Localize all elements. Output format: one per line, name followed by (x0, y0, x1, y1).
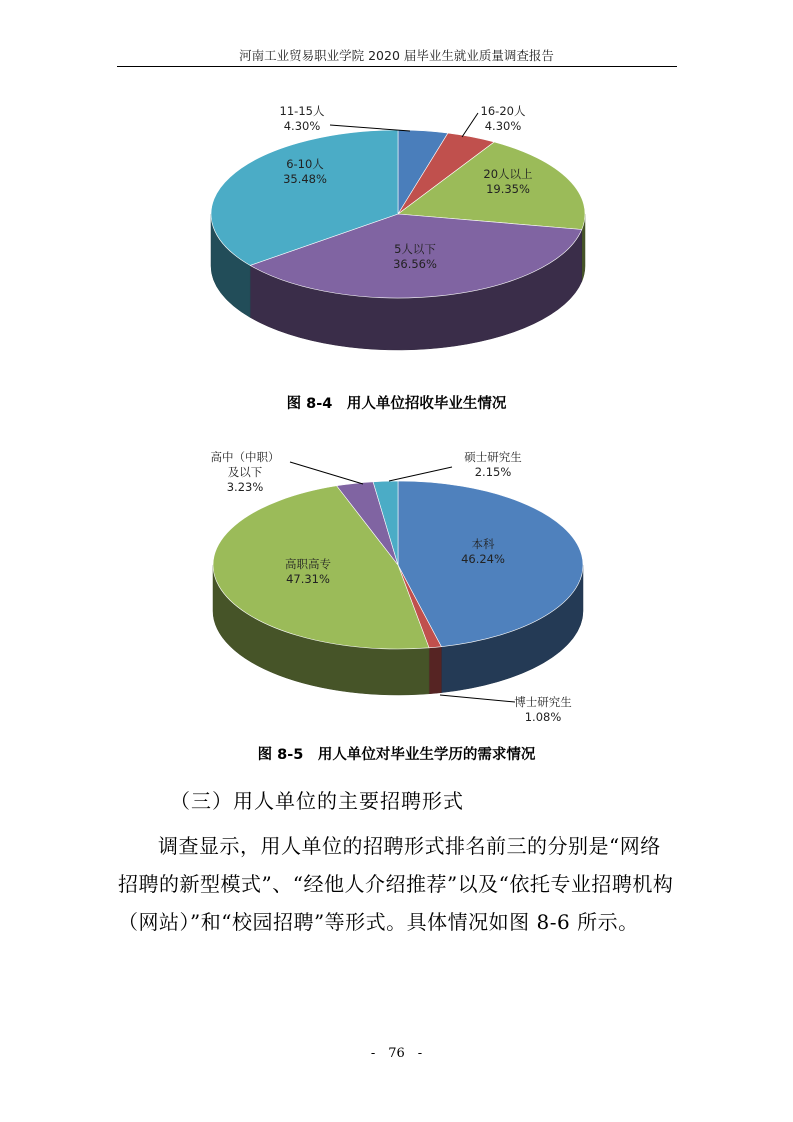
pie1-label-1: 16-20人 4.30% (480, 104, 526, 133)
pie1-label-4: 6-10人 35.48% (283, 157, 327, 186)
pie2-label-2: 高职高专 47.31% (285, 557, 331, 586)
page-header-title: 河南工业贸易职业学院 2020 届毕业生就业质量调查报告 (239, 48, 554, 63)
section-heading: （三）用人单位的主要招聘形式 (170, 789, 464, 813)
pie2-label-3: 高中（中职）及以下 3.23% (210, 450, 280, 494)
pie2-leader-3 (290, 462, 363, 484)
header-divider (117, 66, 677, 67)
pie1-label-2: 20人以上 19.35% (483, 167, 533, 196)
pie-chart-degree-demand (0, 440, 793, 740)
pie1-leader-0 (330, 125, 410, 131)
figure-caption-8-4: 图 8-4 用人单位招收毕业生情况 (286, 396, 507, 412)
figure-caption-8-5: 图 8-5 用人单位对毕业生学历的需求情况 (257, 747, 536, 763)
pie2-leader-4 (389, 467, 452, 481)
pie2-leader-1 (440, 695, 515, 702)
pie1-label-0: 11-15人 4.30% (279, 104, 325, 133)
pie2-label-0: 本科 46.24% (461, 537, 505, 566)
pie2-label-1: 博士研究生 1.08% (514, 695, 572, 724)
body-paragraph: 调查显示，用人单位的招聘形式排名前三的分别是“网络招聘的新型模式”、“经他人介绍推荐”以及“依托专业招聘机构（网站）”和“校园招聘”等形式。具体情况如图 8-6 所示。 (118, 834, 674, 934)
pie1-label-3: 5人以下 36.56% (393, 242, 437, 271)
pie1-leader-1 (462, 113, 478, 137)
pie-chart-recruit-count (0, 95, 793, 375)
page-number: - 76 - (370, 1046, 423, 1061)
pie2-label-4: 硕士研究生 2.15% (464, 450, 522, 479)
pie2-side-1 (429, 647, 441, 694)
